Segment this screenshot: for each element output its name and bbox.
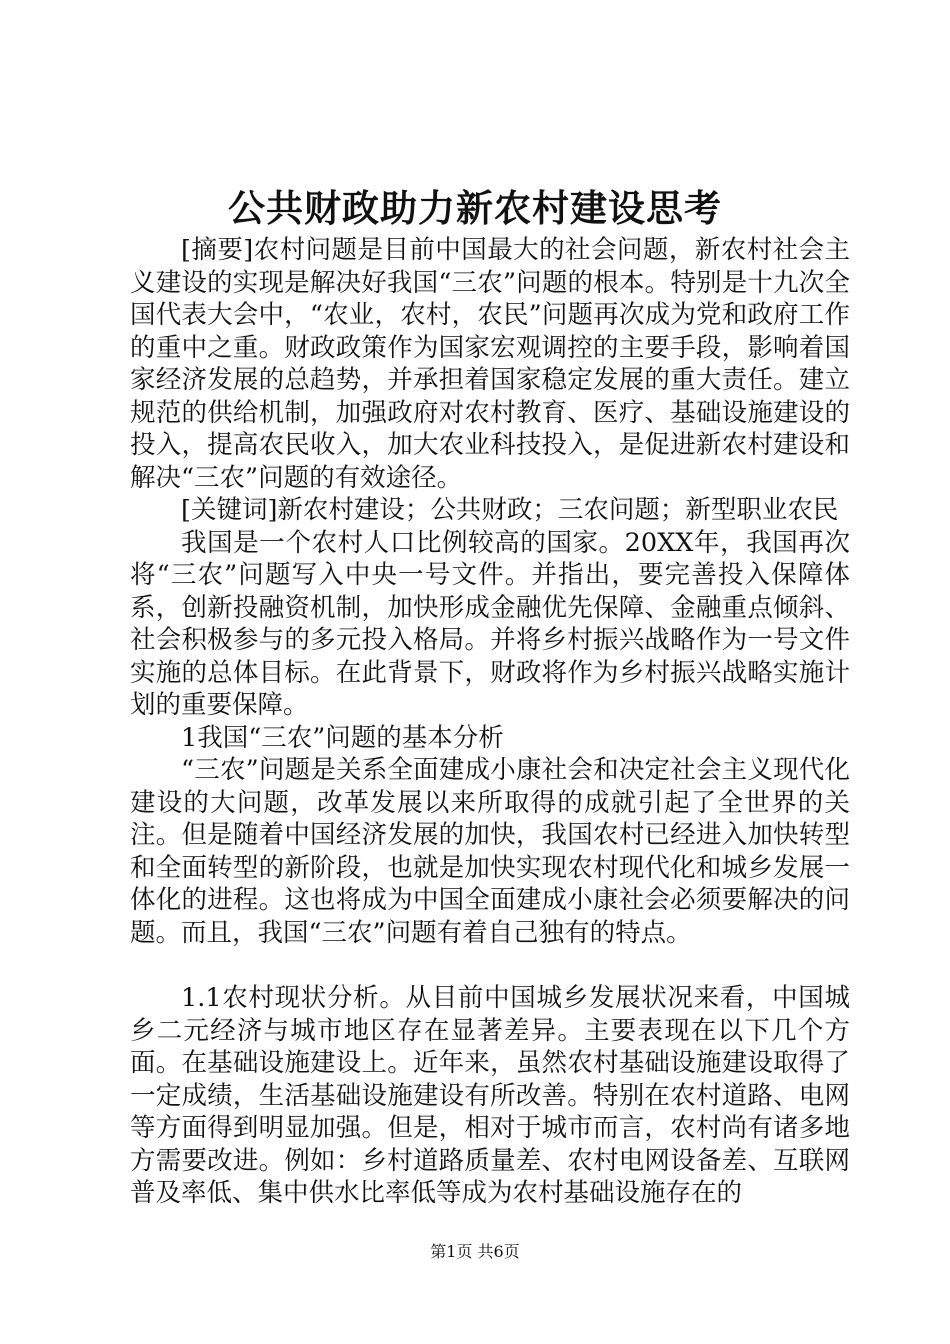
document-body [130, 234, 850, 1210]
page-footer: 第1页 共6页 [430, 1242, 520, 1261]
document-title: 公共财政助力新农村建设思考 [228, 186, 722, 230]
section-heading-1: 1我国“三农”问题的基本分析 [181, 722, 504, 753]
keywords-paragraph: [关键词]新农村建设；公共财政；三农问题；新型职业农民 [181, 495, 839, 525]
section-1-paragraph: “三农”问题是关系全面建成小康社会和决定社会主义现代化建设的大问题，改革发展以来所取得的成就引起了全世界的关注。但是随着中国经济发展的加快，我国农村已经进入加快转型和全面转型的新阶段，也就是加快实现农村现代化和城乡发展一体化的进程。这也将成为中国全面建成小康社会必须要解决的问题。而且，我国“三农”问题有着自己独有的特点。 [130, 755, 850, 948]
subsection-1-1-paragraph: 1.1农村现状分析。从目前中国城乡发展状况来看，中国城乡二元经济与城市地区存在显著差异。主要表现在以下几个方面。在基础设施建设上。近年来，虽然农村基础设施建设取得了一定成绩，生活基础设施建设有所改善。特别在农村道路、电网等方面得到明显加强。但是，相对于城市而言，农村尚有诸多地方需要改进。例如：乡村道路质量差、农村电网设备差、互联网普及率低、集中供水比率低等成为农村基础设施存在的 [130, 983, 850, 1208]
abstract-paragraph: [摘要]农村问题是目前中国最大的社会问题，新农村社会主义建设的实现是解决好我国“三农”问题的根本。特别是十九次全国代表大会中，“农业，农村，农民”问题再次成为党和政府工作的重中之重。财政政策作为国家宏观调控的主要手段，影响着国家经济发展的总趋势，并承担着国家稳定发展的重大责任。建立规范的供给机制，加强政府对农村教育、医疗、基础设施建设的投入，提高农民收入，加大农业科技投入，是促进新农村建设和解决“三农”问题的有效途径。 [130, 235, 850, 493]
intro-paragraph: 我国是一个农村人口比例较高的国家。20XX年，我国再次将“三农”问题写入中央一号文件。并指出，要完善投入保障体系，创新投融资机制，加快形成金融优先保障、金融重点倾斜、社会积极参与的多元投入格局。并将乡村振兴战略作为一号文件实施的总体目标。在此背景下，财政将作为乡村振兴战略实施计划的重要保障。 [130, 527, 850, 720]
